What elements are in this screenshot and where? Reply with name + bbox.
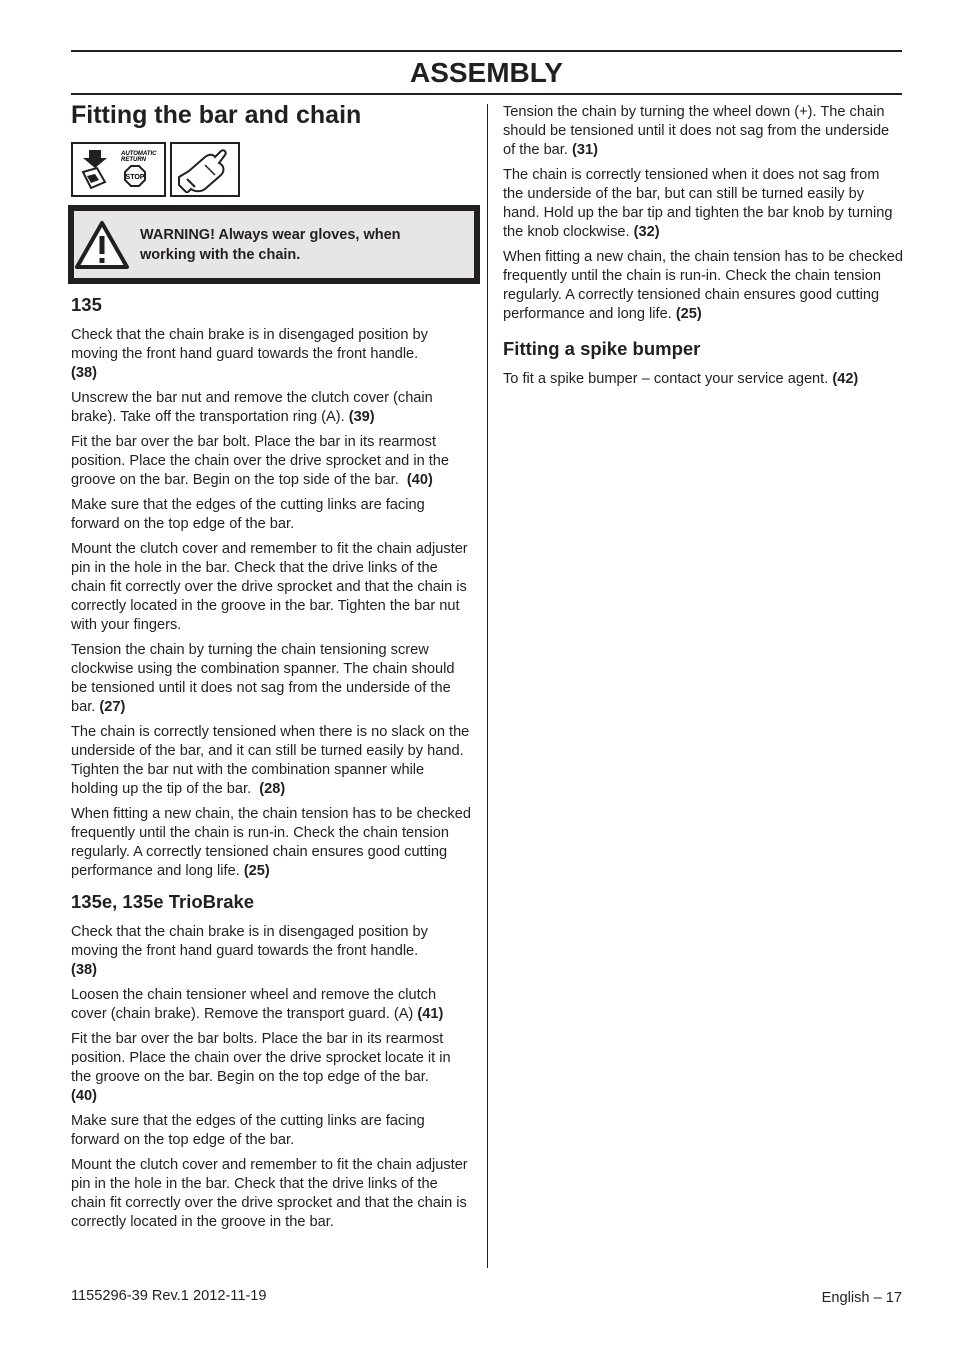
column-divider: [487, 104, 488, 1268]
paragraph: Mount the clutch cover and remember to fit the chain adjuster pin in the hole in the bar. Check that the drive links of the chain fit correctly over the drive sprocket and that the chain is correctly located in the groove in the bar.: [71, 1157, 468, 1230]
glove-icon: [170, 142, 240, 197]
left-column: [71, 100, 471, 1238]
warning-inner: [74, 211, 474, 278]
page-title: Fitting the bar and chain: [71, 101, 362, 129]
paragraph: The chain is correctly tensioned when it does not sag from the underside of the bar, but can still be turned easily by hand. Hold up the bar tip and tighten the bar knob by turning the knob clockwise. (32): [503, 167, 893, 240]
warning-text: WARNING! Always wear gloves, when working with the chain.: [140, 226, 401, 263]
paragraph: Mount the clutch cover and remember to fit the chain adjuster pin in the hole in the bar. Check that the drive links of the chain fit correctly over the drive sprocket and that the chain is correctly located in the groove in the bar. Tighten the bar nut with your fingers.: [71, 541, 468, 633]
section-135-body: [71, 326, 471, 881]
section-title: ASSEMBLY: [409, 57, 563, 88]
automatic-return-stop-icon: [71, 142, 166, 197]
paragraph: Fit the bar over the bar bolt. Place the bar in its rearmost position. Place the chain over the drive sprocket and in the groove on the bar. Begin on the top side of the bar. (40): [71, 434, 450, 488]
spike-bumper-heading: Fitting a spike bumper: [503, 338, 701, 359]
paragraph: To fit a spike bumper – contact your service agent. (42): [503, 371, 859, 387]
section-135-heading: 135: [71, 294, 102, 315]
section-135e-heading: 135e, 135e TrioBrake: [71, 891, 255, 912]
paragraph: Check that the chain brake is in disengaged position by moving the front hand guard towards the front handle. (38): [71, 924, 428, 978]
paragraph: Make sure that the edges of the cutting links are facing forward on the top edge of the bar.: [71, 497, 425, 532]
paragraph: Loosen the chain tensioner wheel and remove the clutch cover (chain brake). Remove the transport guard. (A) (41): [71, 987, 444, 1022]
svg-text:AUTOMATIC: AUTOMATIC: [120, 150, 156, 157]
paragraph: Make sure that the edges of the cutting links are facing forward on the top edge of the bar.: [71, 1113, 425, 1148]
page-number: English – 17: [821, 1290, 902, 1306]
paragraph: When fitting a new chain, the chain tension has to be checked frequently until the chain is run-in. Check the chain tension regularly. A correctly tensioned chain ensures good cutting performance and long life. (25): [503, 249, 903, 322]
paragraph: Tension the chain by turning the chain tensioning screw clockwise using the combination spanner. The chain should be tensioned until it does not sag from the underside of the bar. (27): [71, 642, 455, 715]
paragraph: Unscrew the bar nut and remove the clutch cover (chain brake). Take off the transportation ring (A). (39): [71, 390, 433, 425]
header-rule-top: [71, 50, 902, 52]
section-135e-body: [71, 923, 471, 1232]
paragraph: When fitting a new chain, the chain tension has to be checked frequently until the chain is run-in. Check the chain tension regularly. A correctly tensioned chain ensures good cutting performance and long life. (25): [71, 806, 471, 879]
warning-box: [68, 205, 480, 284]
paragraph: The chain is correctly tensioned when there is no slack on the underside of the bar, and it can still be turned easily by hand. Tighten the bar nut with the combination spanner while holding up the tip of the bar. (28): [71, 724, 470, 797]
paragraph: Check that the chain brake is in disengaged position by moving the front hand guard towards the front handle. (38): [71, 327, 428, 381]
right-column: [503, 103, 903, 395]
svg-text:RETURN: RETURN: [120, 156, 146, 163]
warning-triangle-icon: [74, 220, 130, 270]
svg-text:STOP: STOP: [125, 173, 144, 181]
document-number: 1155296-39 Rev.1 2012-11-19: [71, 1288, 267, 1304]
paragraph: Fit the bar over the bar bolts. Place the bar in its rearmost position. Place the chain over the drive sprocket locate it in the groove on the bar. Begin on the top edge of the bar. (40): [71, 1031, 451, 1104]
symbol-row: [71, 142, 471, 197]
paragraph: Tension the chain by turning the wheel down (+). The chain should be tensioned until it does not sag from the underside of the bar. (31): [503, 104, 890, 158]
header-rule-bottom: [71, 93, 902, 95]
